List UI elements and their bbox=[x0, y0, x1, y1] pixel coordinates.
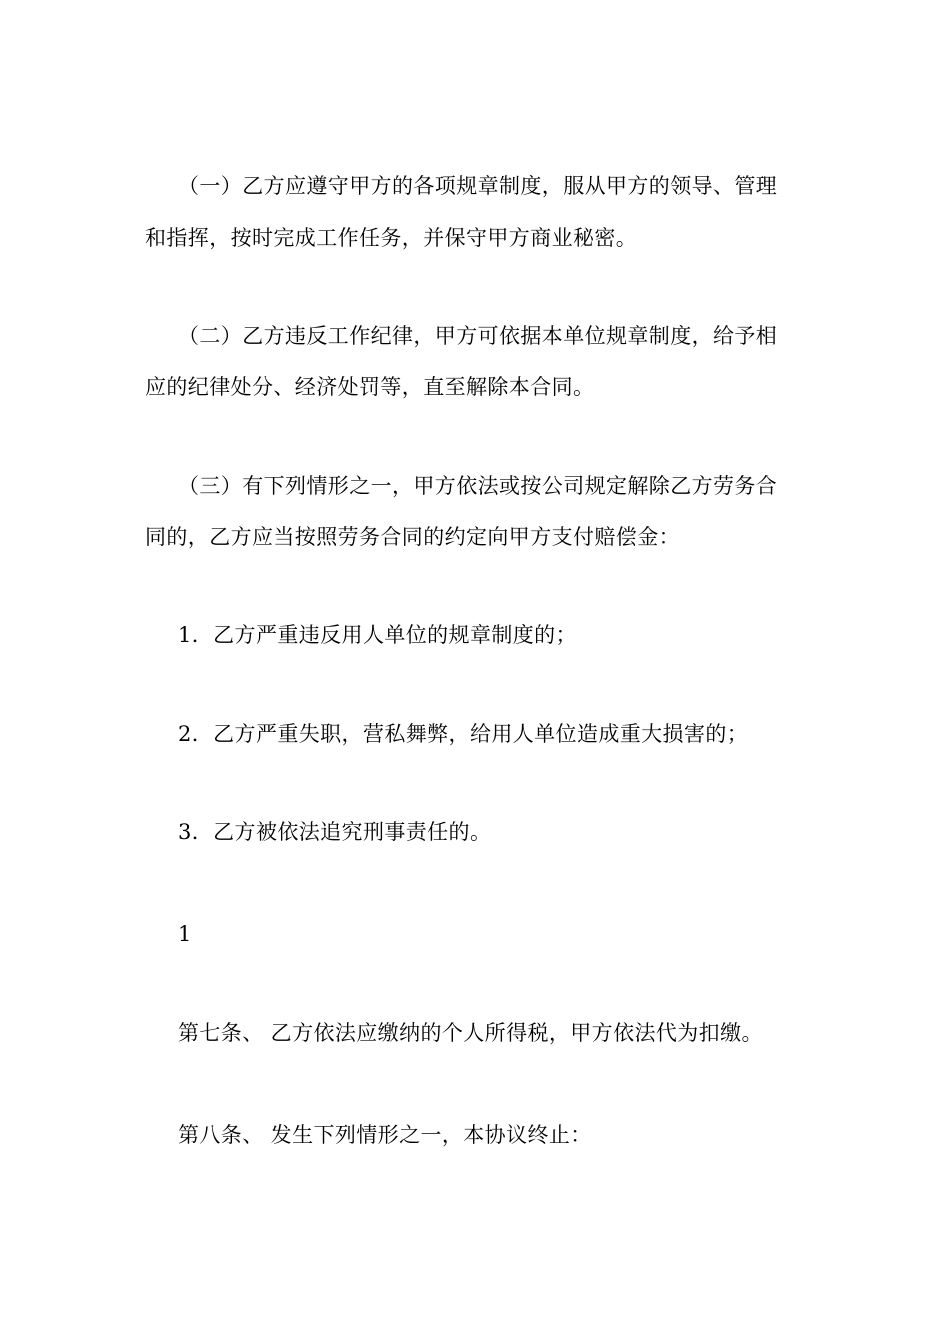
page-number: 1 bbox=[178, 922, 192, 946]
para1-line2: 和指挥，按时完成工作任务，并保守甲方商业秘密。 bbox=[145, 226, 638, 250]
article-8: 第八条、 发生下列情形之一，本协议终止： bbox=[178, 1123, 592, 1147]
list-item: 1．乙方严重违反用人单位的规章制度的； bbox=[178, 623, 577, 647]
para2-line2: 应的纪律处分、经济处罚等，直至解除本合同。 bbox=[145, 375, 595, 399]
para3-line1: （三）有下列情形之一，甲方依法或按公司规定解除乙方劳务合 bbox=[178, 474, 778, 498]
para1-line1: （一）乙方应遵守甲方的各项规章制度，服从甲方的领导、管理 bbox=[178, 174, 778, 198]
list-item: 2．乙方严重失职，营私舞弊，给用人单位造成重大损害的； bbox=[178, 722, 749, 746]
para2-line1: （二）乙方违反工作纪律，甲方可依据本单位规章制度，给予相 bbox=[178, 324, 778, 348]
para3-line2: 同的，乙方应当按照劳务合同的约定向甲方支付赔偿金： bbox=[145, 525, 680, 549]
list-item: 3．乙方被依法追究刑事责任的。 bbox=[178, 820, 492, 844]
article-7: 第七条、 乙方依法应缴纳的个人所得税，甲方依法代为扣缴。 bbox=[178, 1021, 763, 1045]
